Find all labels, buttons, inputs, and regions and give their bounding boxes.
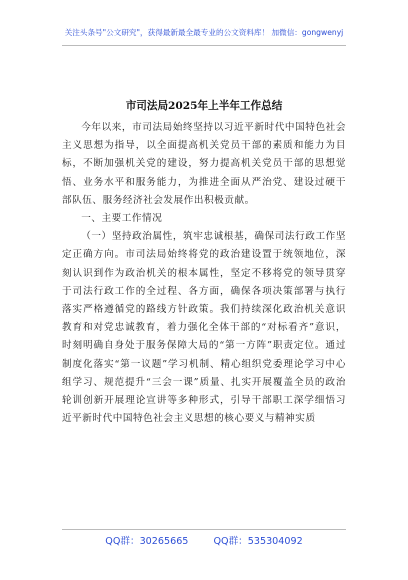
header-banner: 关注头条号"公文研究"，获得最新最全最专业的公文资料库！ 加微信：gongwenyj bbox=[64, 28, 344, 37]
document-body bbox=[62, 119, 346, 428]
footer-qq-group-2: QQ群：535304092 bbox=[213, 536, 303, 547]
document-title: 市司法局2025年上半年工作总结 bbox=[125, 100, 283, 112]
header-divider bbox=[62, 45, 346, 46]
footer-divider bbox=[62, 529, 346, 530]
footer-qq-group-1: QQ群：30265665 bbox=[105, 536, 189, 547]
body-paragraph: （一）坚持政治属性，筑牢忠诚根基，确保司法行政工作坚定正确方向。市司法局始终将党的政治建设置于统领地位，深刻认识到作为政治机关的根本属性，坚定不移将党的领导贯穿于司法行政工作的全过程、各方面，确保各项决策部署与执行落实严格遵循党的路线方针政策。我们持续深化政治机关意识教育和对党忠诚教育，着力强化全体干部的“对标看齐”意识，时刻明确自身处于服务保障大局的“第一方阵”职责定位。通过制度化落实“第一议题”学习机制、精心组织党委理论学习中心组学习、规范提升“三会一课”质量、扎实开展覆盖全员的政治轮训创新开展理论宣讲等多种形式，引导干部职工深学细悟习近平新时代中国特色社会主义思想的核心要义与精神实质 bbox=[62, 231, 346, 425]
intro-paragraph: 今年以来，市司法局始终坚持以习近平新时代中国特色社会主义思想为指导，以全面提高机关党员干部的素质和能力为目标，不断加强机关党的建设，努力提高机关党员干部的思想觉悟、业务水平和服务能力，为推进全面从严治党、建设过硬干部队伍、服务经济社会发展作出积极贡献。 bbox=[62, 122, 346, 206]
section-heading: 一、主要工作情况 bbox=[81, 213, 163, 225]
footer-banner bbox=[0, 533, 408, 547]
